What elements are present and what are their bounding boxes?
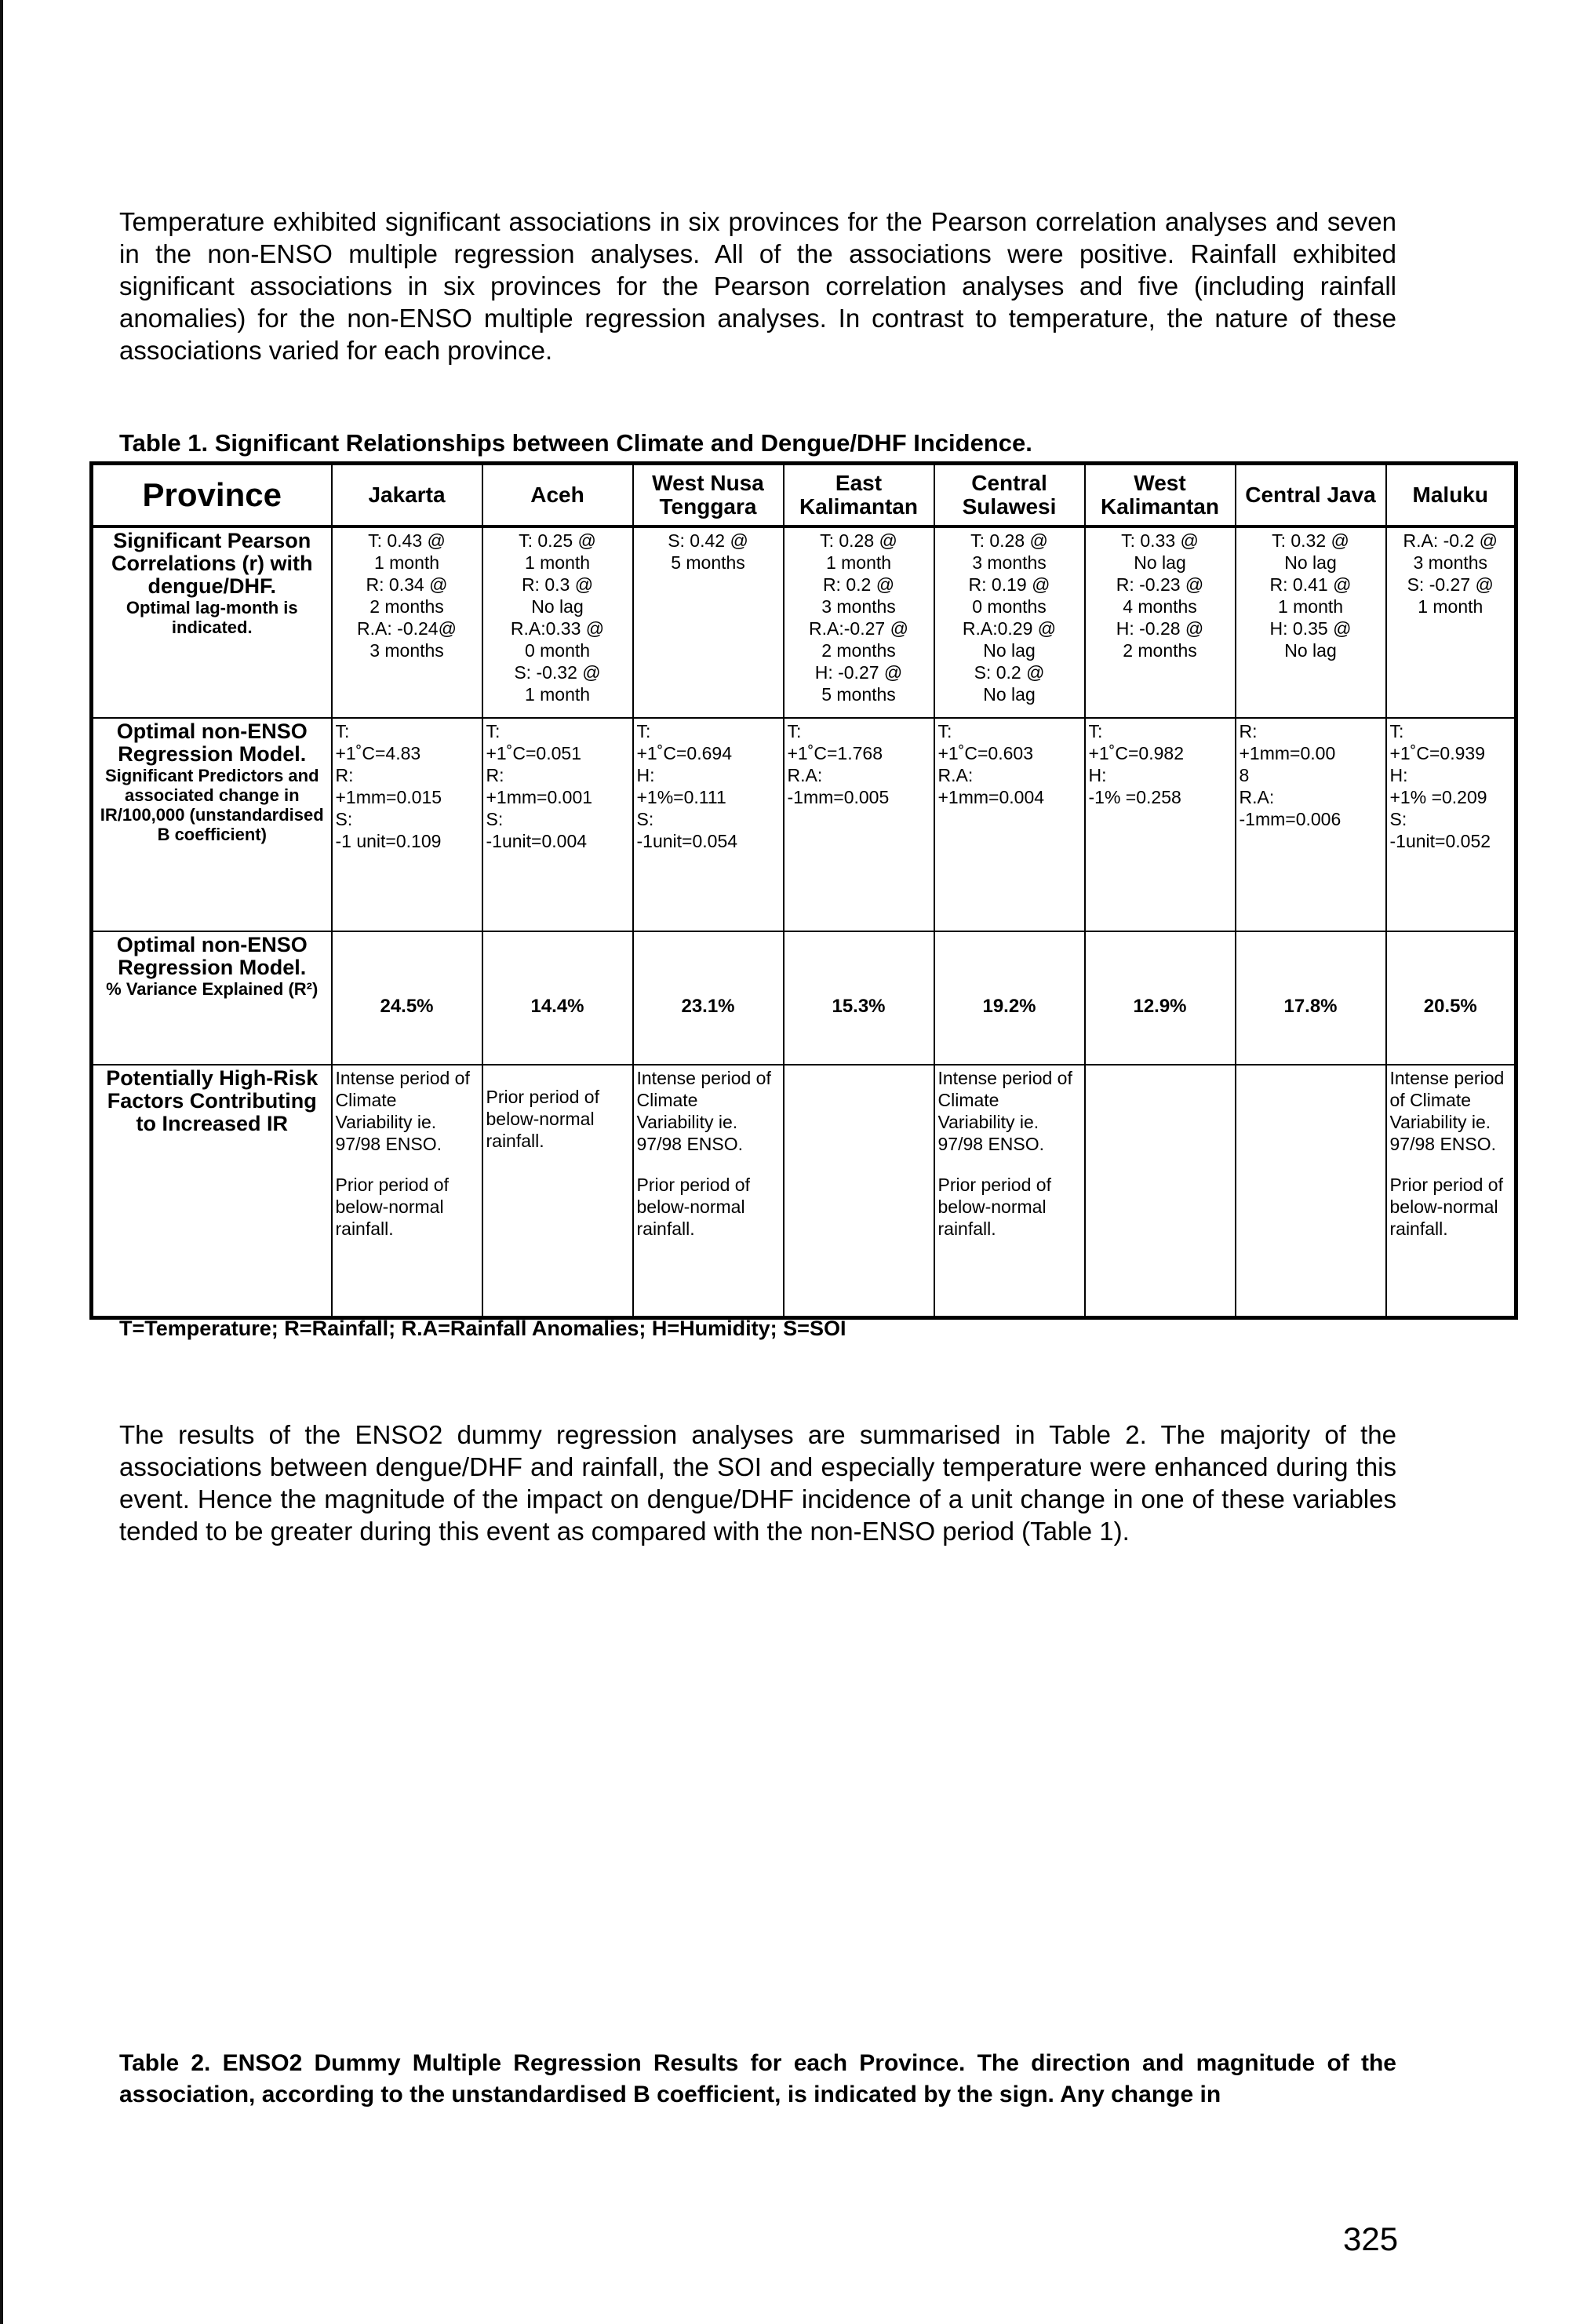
paragraph-gap [336,1155,479,1174]
cell-line: No lag [983,640,1036,661]
intro-paragraph: Temperature exhibited significant associations in six provinces for the Pearson correlation analyses and seven in the non-ENSO multiple regression analyses. All of the associations were positive. Rainfall exhibited significant associations in six provinces for the Pearson correlation analyses and five (including rainfall anomalies) for the non-ENSO multiple regression analyses. In contrast to temperature, the nature of these associations varied for each province. [119,207,1396,365]
pearson-cell [633,526,784,718]
risk-row [92,1065,1516,1317]
cell-line: S: 0.2 @ [974,662,1045,683]
risk-text: Prior period of below-normal rainfall. [486,1087,605,1151]
risk-text: Prior period of below-normal rainfall. [335,1175,454,1239]
cell-line: +1˚C=4.83 [335,743,421,763]
cell-line: R: 0.19 @ [968,574,1050,595]
cell-line: -1unit=0.004 [486,831,588,851]
cell-line: 8 [1239,765,1250,785]
risk-cell [934,1065,1085,1317]
cell-line: +1˚C=0.051 [486,743,581,763]
paragraph-gap [938,1155,1081,1174]
page-number: 325 [1343,2220,1399,2257]
cell-line: +1% =0.209 [1389,787,1487,807]
cell-line: 1 month [1418,596,1483,617]
row-header-regression [92,718,332,931]
cell-line: +1mm=0.015 [335,787,442,807]
table1-legend: T=Temperature; R=Rainfall; R.A=Rainfall Anomalies; H=Humidity; S=SOI [119,1317,846,1340]
risk-text: Intense period of Climate Variability ie. 97/98 ENSO. [937,1068,1078,1154]
column-header: Jakarta [332,464,482,527]
regression-cell [633,718,784,931]
regression-cell [934,718,1085,931]
cell-line: +1˚C=0.694 [636,743,732,763]
cell-line: R: -0.23 @ [1116,574,1204,595]
risk-text: Intense period of Climate Variability ie. 97/98 ENSO. [335,1068,475,1154]
regression-cell [1085,718,1236,931]
risk-text: Intense period of Climate Variability ie. 97/98 ENSO. [1389,1068,1509,1154]
pearson-cell [784,526,934,718]
cell-line: No lag [1284,640,1337,661]
row-header-pearson [92,526,332,718]
cell-line: -1% =0.258 [1088,787,1181,807]
paragraph-gap [486,1067,629,1086]
cell-line: 5 months [821,684,896,705]
column-header: Aceh [482,464,633,527]
cell-line: 3 months [369,640,444,661]
row-header-main: Significant Pearson Correlations (r) with dengue/DHF. [111,529,313,598]
cell-line: H: [636,765,655,785]
cell-line: R: [1239,721,1258,741]
cell-line: +1mm=0.004 [937,787,1045,807]
variance-row [92,931,1516,1065]
column-header: East Kalimantan [784,464,934,527]
row-header-risk [92,1065,332,1317]
cell-line: 1 month [1277,596,1344,617]
cell-line: T: [486,721,501,741]
cell-line: +1˚C=0.939 [1389,743,1485,763]
risk-cell [1386,1065,1516,1317]
paragraph-gap [1390,1155,1512,1174]
variance-cell: 14.4% [482,931,633,1065]
risk-cell [784,1065,934,1317]
cell-line: +1mm=0.00 [1239,743,1336,763]
cell-line: H: 0.35 @ [1269,618,1352,639]
cell-line: H: -0.27 @ [814,662,903,683]
pearson-cell [1085,526,1236,718]
cell-line: 3 months [972,552,1047,573]
cell-line: T: [1389,721,1404,741]
cell-line: -1mm=0.005 [787,787,890,807]
cell-line: T: 0.25 @ [519,530,596,551]
cell-line: R: 0.41 @ [1269,574,1352,595]
variance-cell: 12.9% [1085,931,1236,1065]
pearson-row [92,526,1516,718]
cell-line: S: 0.42 @ [668,530,748,551]
pearson-cell [1386,526,1516,718]
cell-line: 3 months [821,596,896,617]
variance-cell: 15.3% [784,931,934,1065]
cell-line: -1unit=0.054 [636,831,738,851]
cell-line: H: -0.28 @ [1116,618,1204,639]
cell-line: -1unit=0.052 [1389,831,1491,851]
regression-cell [332,718,482,931]
regression-cell [784,718,934,931]
table1 [89,461,1518,1320]
cell-line: +1%=0.111 [636,787,726,807]
cell-line: +1mm=0.001 [486,787,593,807]
cell-line: 0 months [972,596,1047,617]
cell-line: 1 month [825,552,892,573]
risk-text: Intense period of Climate Variability ie. 97/98 ENSO. [636,1068,777,1154]
regression-cell [1386,718,1516,931]
cell-line: R: 0.3 @ [521,574,594,595]
variance-cell: 19.2% [934,931,1085,1065]
table1-caption: Table 1. Significant Relationships between Climate and Dengue/DHF Incidence. [119,429,1032,457]
table2-caption: Table 2. ENSO2 Dummy Multiple Regression Results for each Province. The direction and magnitude of the association, according to the unstandardised B coefficient, is indicated by the sign. Any change in [119,2050,1396,2107]
page-edge-rule [0,0,3,2324]
cell-line: R.A:0.29 @ [962,618,1057,639]
regression-cell [482,718,633,931]
paragraph-gap [637,1155,780,1174]
cell-line: +1˚C=0.603 [937,743,1033,763]
risk-text: Prior period of below-normal rainfall. [636,1175,755,1239]
cell-line: S: [486,809,504,829]
regression-row [92,718,1516,931]
risk-cell [1085,1065,1236,1317]
cell-line: T: [1088,721,1103,741]
cell-line: R.A:-0.27 @ [809,618,908,639]
cell-line: -1 unit=0.109 [335,831,442,851]
column-header: West Nusa Tenggara [633,464,784,527]
cell-line: 1 month [373,552,440,573]
column-header: West Kalimantan [1085,464,1236,527]
paragraph-gap [788,1067,930,1086]
pearson-cell [1236,526,1386,718]
cell-line: R.A: -0.2 @ [1403,530,1498,551]
cell-line: +1˚C=0.982 [1088,743,1184,763]
cell-line: 4 months [1123,596,1197,617]
cell-line: 2 months [369,596,444,617]
cell-line: No lag [1284,552,1337,573]
column-header: Maluku [1386,464,1516,527]
cell-line: S: [335,809,353,829]
province-header: Province [92,464,332,527]
row-header-sub: Significant Predictors and associated change in IR/100,000 (unstandardised B coefficient) [100,766,324,844]
cell-line: T: [787,721,802,741]
risk-cell [332,1065,482,1317]
cell-line: T: 0.28 @ [970,530,1048,551]
risk-cell [1236,1065,1386,1317]
cell-line: +1˚C=1.768 [787,743,883,763]
cell-line: 2 months [821,640,896,661]
paragraph-gap [1089,1067,1232,1086]
cell-line: -1mm=0.006 [1239,809,1341,829]
column-header: Central Sulawesi [934,464,1085,527]
cell-line: T: [636,721,651,741]
cell-line: R: 0.34 @ [366,574,448,595]
cell-line: S: -0.27 @ [1407,574,1494,595]
paragraph-gap [1240,1067,1382,1086]
pearson-cell [332,526,482,718]
cell-line: No lag [1134,552,1186,573]
table1-header-row [92,464,1516,527]
cell-line: S: [1389,809,1407,829]
cell-line: R.A:0.33 @ [510,618,605,639]
row-header-sub: % Variance Explained (R²) [106,979,319,999]
second-paragraph: The results of the ENSO2 dummy regression analyses are summarised in Table 2. The majority of the associations between dengue/DHF and rainfall, the SOI and especially temperature were enhanced during this event. Hence the magnitude of the impact on dengue/DHF incidence of a unit change in one of these variables tended to be greater during this event as compared with the non-ENSO period (Table 1). [119,1420,1396,1546]
cell-line: T: [335,721,350,741]
row-header-main: Potentially High-Risk Factors Contributing to Increased IR [106,1066,319,1135]
row-header-sub: Optimal lag-month is indicated. [126,598,298,637]
cell-line: R.A: [787,765,823,785]
cell-line: S: [636,809,654,829]
variance-cell: 23.1% [633,931,784,1065]
risk-cell [482,1065,633,1317]
variance-cell: 17.8% [1236,931,1386,1065]
cell-line: H: [1389,765,1408,785]
cell-line: R.A: -0.24@ [357,618,457,639]
variance-cell: 20.5% [1386,931,1516,1065]
pearson-cell [482,526,633,718]
cell-line: 2 months [1123,640,1197,661]
cell-line: R: [335,765,354,785]
cell-line: H: [1088,765,1107,785]
regression-cell [1236,718,1386,931]
row-header-main: Optimal non-ENSO Regression Model. [116,933,308,979]
cell-line: No lag [531,596,584,617]
cell-line: 0 month [524,640,591,661]
row-header-main: Optimal non-ENSO Regression Model. [116,719,308,766]
risk-text: Prior period of below-normal rainfall. [1389,1175,1509,1239]
cell-line: No lag [983,684,1036,705]
row-header-variance [92,931,332,1065]
cell-line: T: 0.43 @ [368,530,446,551]
cell-line: T: [937,721,952,741]
cell-line: R.A: [937,765,974,785]
pearson-cell [934,526,1085,718]
cell-line: R.A: [1239,787,1275,807]
cell-line: S: -0.32 @ [514,662,601,683]
cell-line: 1 month [524,552,591,573]
cell-line: 3 months [1413,552,1488,573]
risk-text: Prior period of below-normal rainfall. [937,1175,1057,1239]
cell-line: R: [486,765,504,785]
cell-line: T: 0.28 @ [820,530,897,551]
column-header: Central Java [1236,464,1386,527]
risk-cell [633,1065,784,1317]
cell-line: T: 0.33 @ [1121,530,1199,551]
variance-cell: 24.5% [332,931,482,1065]
cell-line: 5 months [671,552,745,573]
cell-line: R: 0.2 @ [822,574,895,595]
cell-line: 1 month [524,684,591,705]
cell-line: T: 0.32 @ [1272,530,1349,551]
